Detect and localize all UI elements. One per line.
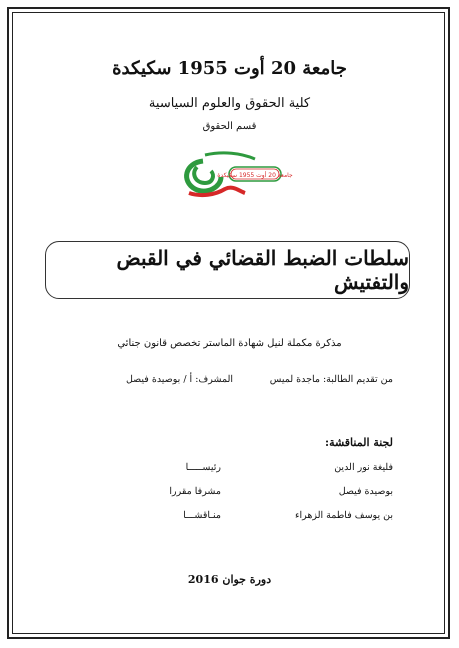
memo-description: مذكرة مكملة لنيل شهادة الماستر تخصص قانون جنائي [117,338,342,349]
thesis-title-box [45,241,410,299]
faculty-name: كلية الحقوق والعلوم السياسية [148,96,311,111]
thesis-title: سلطات الضبط القضائي في القبض والتفتيش [116,246,409,294]
committee-member-name: بن يوسف فاطمة الزهراء [295,510,393,521]
svg-text:جامعة 20 أوت 1955 سكيكدة: جامعة 20 أوت 1955 سكيكدة [217,172,293,179]
supervisor: المشرف: أ / بوصيدة فيصل [125,374,233,385]
committee-member-name: بوصيدة فيصل [338,486,393,497]
committee-member-role: رئيســـــا [185,462,221,473]
university-logo [175,147,293,202]
committee-member-role: مشرفا مقررا [169,486,221,497]
session-date: دورة جوان 2016 [187,573,272,586]
committee-member-name: فليغة نور الدين [334,462,393,473]
university-name: جامعة 20 أوت 1955 سكيكدة [112,58,347,79]
committee-member-role: منـاقشـــا [183,510,221,521]
presented-by: من تقديم الطالبة: ماجدة لميس [269,374,393,385]
department-name: قسم الحقوق [202,121,257,132]
committee-title: لجنة المناقشة: [325,436,393,449]
